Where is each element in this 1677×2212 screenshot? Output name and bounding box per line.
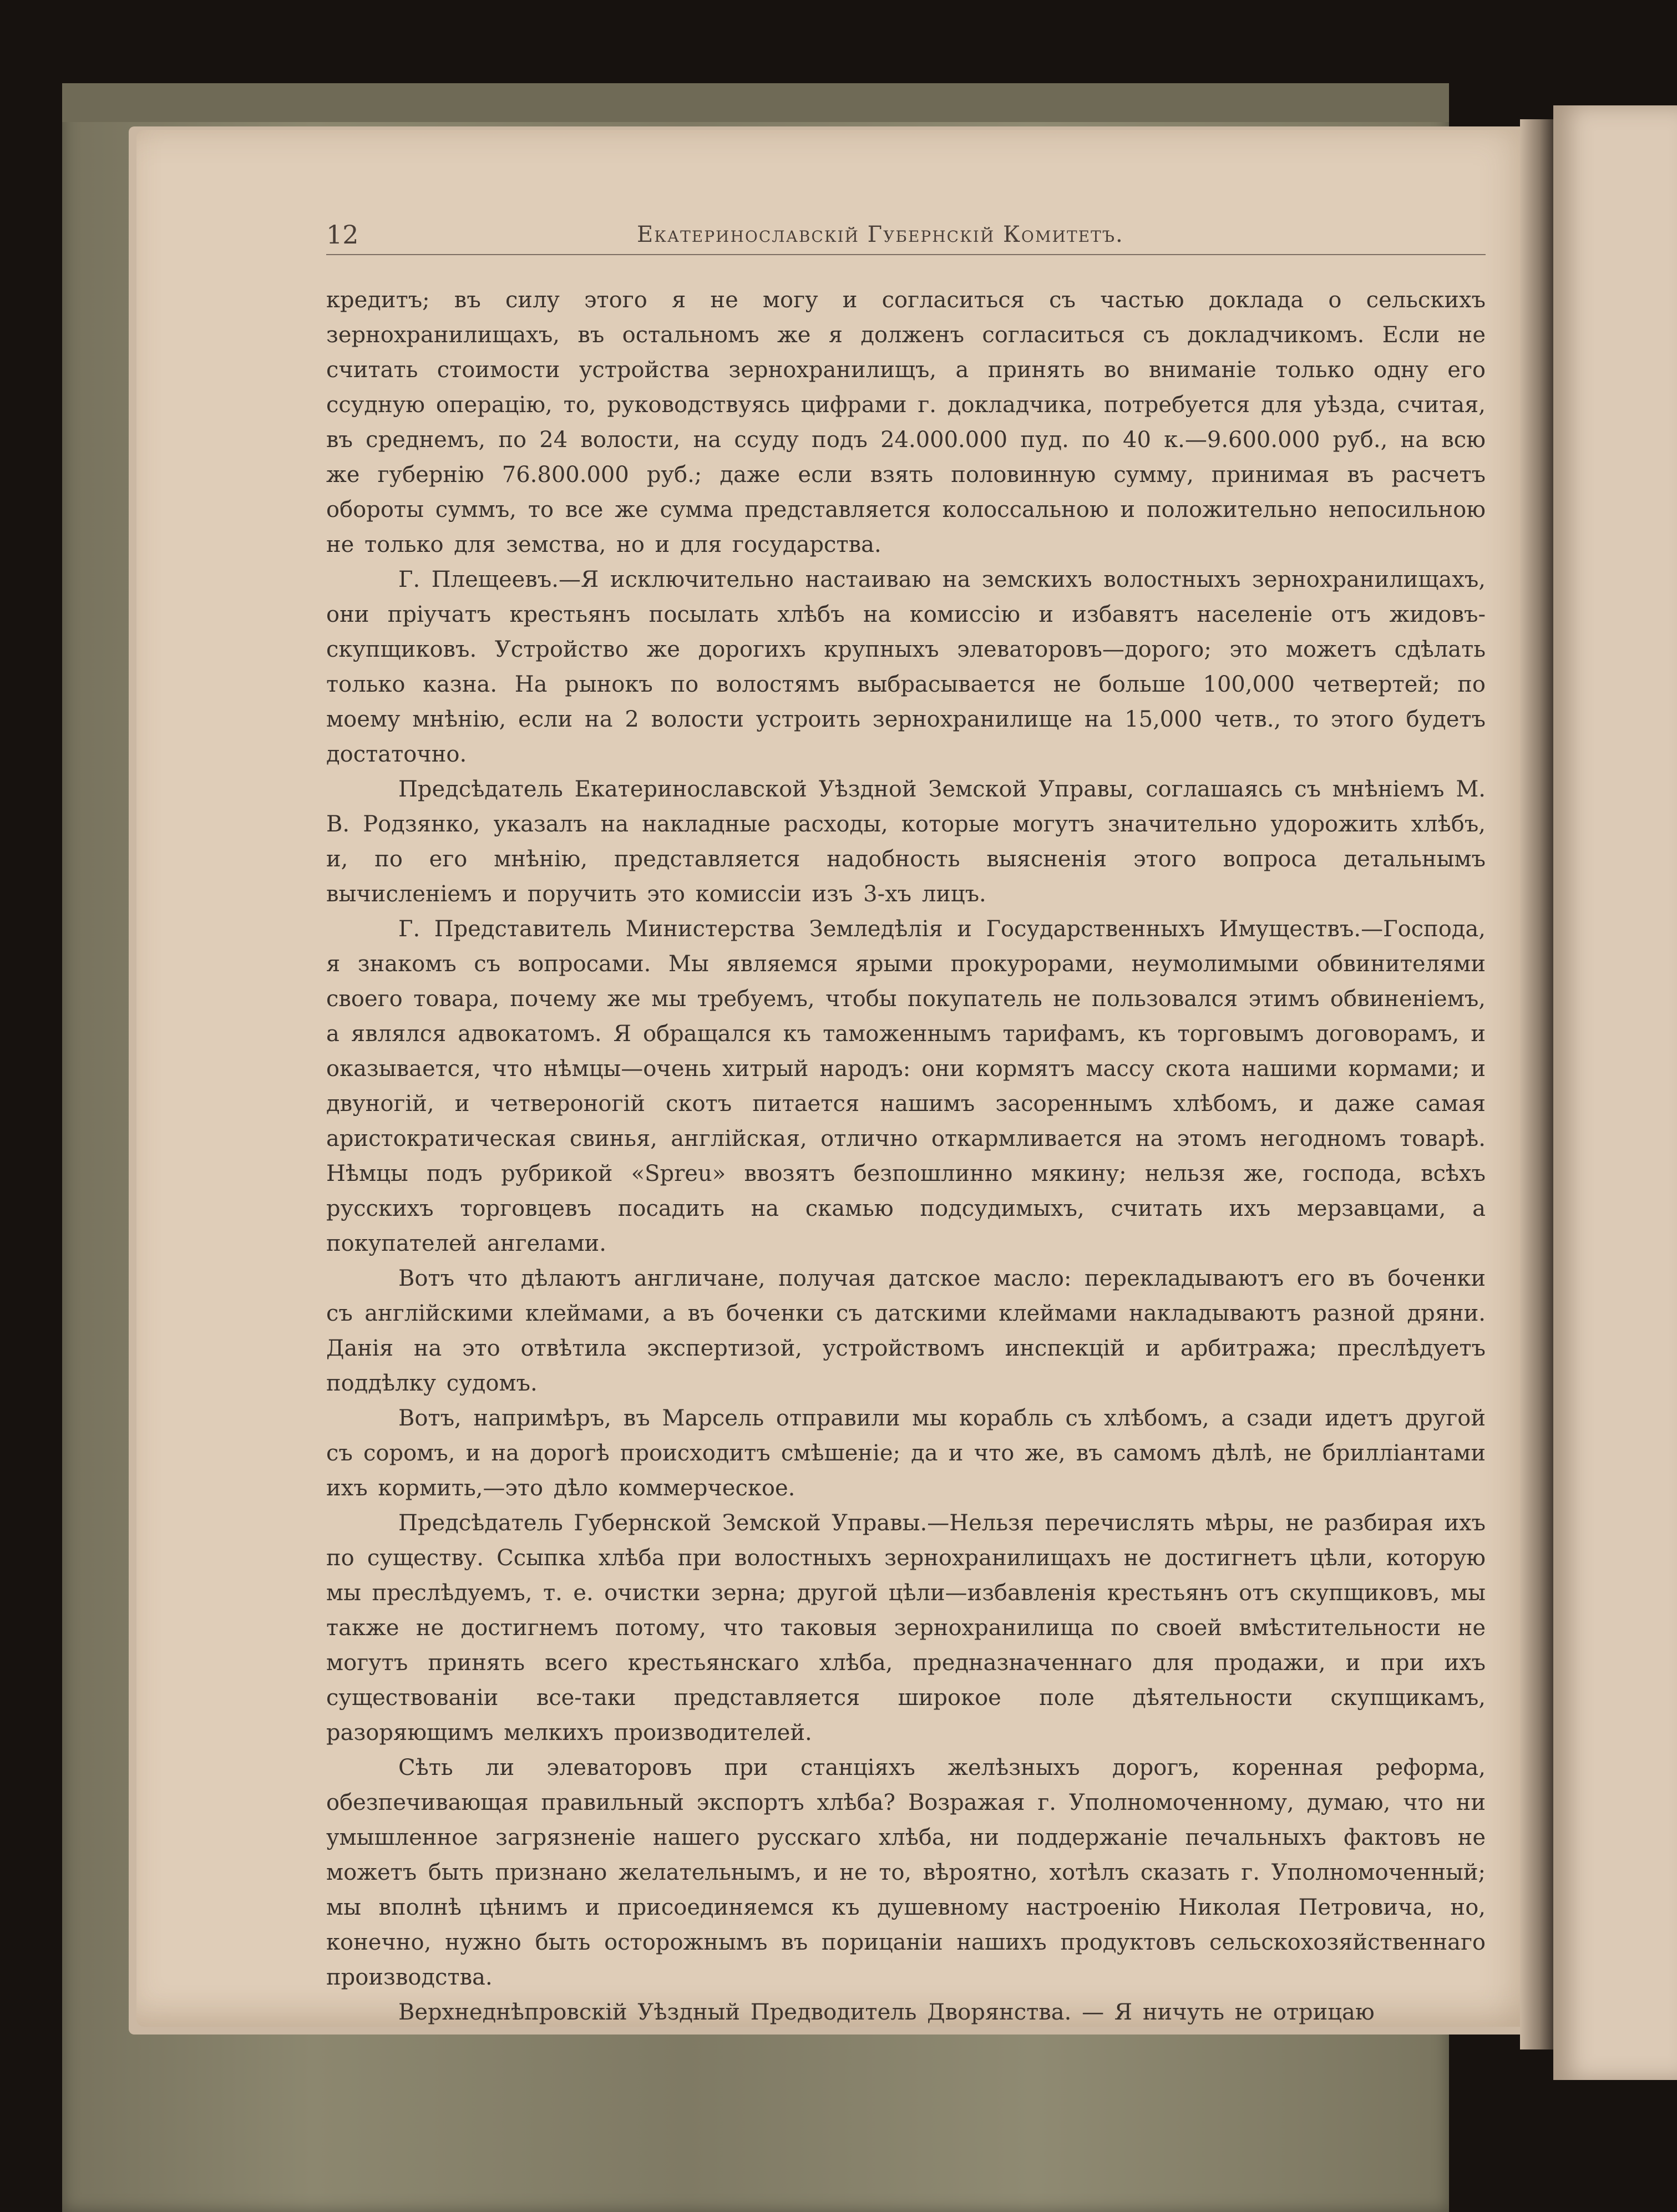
paragraph: Вотъ что дѣлаютъ англичане, получая датское масло: перекладываютъ его въ боченки съ англійскими клеймами, а въ боченки съ датскими клеймами накладываютъ разной дряни. Данія на это отвѣтила экспертизой, устройствомъ инспекцій и арбитража; преслѣдуетъ поддѣлку судомъ. [326,1266,1486,1396]
paragraph: Верхнеднѣпровскій Уѣздный Предводитель Дворянства. — Я ничуть не отрицаю [398,2000,1375,2025]
paragraph: Г. Плещеевъ.—Я исключительно настаиваю на земскихъ волостныхъ зернохранилищахъ, они пріучатъ крестьянъ посылать хлѣбъ на комиссію и избавятъ населеніе отъ жидовъ-скупщиковъ. Устройство же дорогихъ крупныхъ элеваторовъ—дорого; это можетъ сдѣлать только казна. На рынокъ по волостямъ выбрасывается не больше 100,000 четвертей; по моему мнѣнію, если на 2 волости устроить зернохранилище на 15,000 четв., то этого будетъ достаточно. [326,567,1486,767]
paragraph: Г. Представитель Министерства Земледѣлія и Государственныхъ Имуществъ.—Господа, я знакомъ съ вопросами. Мы являемся ярыми прокурорами, неумолимыми обвинителями своего товара, почему же мы требуемъ, чтобы покупатель не пользовался этимъ обвиненіемъ, а являлся адвокатомъ. Я обращался къ таможеннымъ тарифамъ, къ торговымъ договорамъ, и оказывается, что нѣмцы—очень хитрый народъ: они кормятъ массу скота нашими кормами; и двуногій, и четвероногій скотъ питается нашимъ засореннымъ хлѣбомъ, и даже самая аристократическая свинья, англійская, отлично откармливается на этомъ негодномъ товарѣ. Нѣмцы подъ рубрикой «Spreu» ввозятъ безпошлинно мякину; нельзя же, господа, всѣхъ русскихъ торговцевъ посадить на скамью подсудимыхъ, считать ихъ мерзавцами, а покупателей ангелами. [326,916,1486,1256]
right-page [1553,105,1677,2080]
body-text [326,283,1486,2030]
paragraph: Вотъ, напримѣръ, въ Марсель отправили мы корабль съ хлѣбомъ, а сзади идетъ другой съ соромъ, и на дорогѣ происходитъ смѣшеніе; да и что же, въ самомъ дѣлѣ, не бриллiантами ихъ кормить,—это дѣло коммерческое. [326,1406,1486,1501]
page-number: 12 [326,220,359,250]
cover-top-edge [62,83,1449,122]
paragraph: Предсѣдатель Губернской Земской Управы.—Нельзя перечислять мѣры, не разбирая ихъ по существу. Ссыпка хлѣба при волостныхъ зернохранилищахъ не достигнетъ цѣли, которую мы преслѣдуемъ, т. е. очистки зерна; другой цѣли—избавленія крестьянъ отъ скупщиковъ, мы также не достигнемъ потому, что таковыя зернохранилища по своей вмѣстительности не могутъ принять всего крестьянскаго хлѣба, предназначеннаго для продажи, и при ихъ существованіи все-таки представляется широкое поле дѣятельности скупщикамъ, разоряющимъ мелкихъ производителей. [326,1510,1486,1746]
paragraph: кредитъ; въ силу этого я не могу и согласиться съ частью доклада о сельскихъ зернохранилищахъ, въ остальномъ же я долженъ согласиться съ докладчикомъ. Если не считать стоимости устройства зернохранилищъ, а принять во вниманіе только одну его ссудную операцію, то, руководствуясь цифрами г. докладчика, потребуется для уѣзда, считая, въ среднемъ, по 24 волости, на ссуду подъ 24.000.000 пуд. по 40 к.—9.600.000 руб., на всю же губернію 76.800.000 руб.; даже если взять половинную сумму, принимая въ расчетъ обороты суммъ, то все же сумма представляется колоссальною и положительно непосильною не только для земства, но и для государства. [326,287,1486,557]
paragraph: Предсѣдатель Екатеринославской Уѣздной Земской Управы, соглашаясь съ мнѣніемъ М. В. Родзянко, указалъ на накладные расходы, которые могутъ значительно удорожить хлѣбъ, и, по его мнѣнію, представляется надобность выясненія этого вопроса детальнымъ вычисленіемъ и поручить это комиссіи изъ 3-хъ лицъ. [326,777,1486,907]
header-title: Екатеринославскій Губернскій Комитетъ. [637,222,1124,247]
running-head [326,220,1491,253]
paragraph: Сѣть ли элеваторовъ при станціяхъ желѣзныхъ дорогъ, коренная реформа, обезпечивающая правильный экспортъ хлѣба? Возражая г. Уполномоченному, думаю, что ни умышленное загрязненіе нашего русскаго хлѣба, ни поддержаніе печальныхъ фактовъ не можетъ быть признано желательнымъ, и не то, вѣроятно, хотѣлъ сказать г. Уполномоченный; мы вполнѣ цѣнимъ и присоединяемся къ душевному настроенію Николая Петровича, но, конечно, нужно быть осторожнымъ въ порицаніи нашихъ продуктовъ сельскохозяйственнаго производства. [326,1755,1486,1990]
header-rule [326,254,1486,255]
